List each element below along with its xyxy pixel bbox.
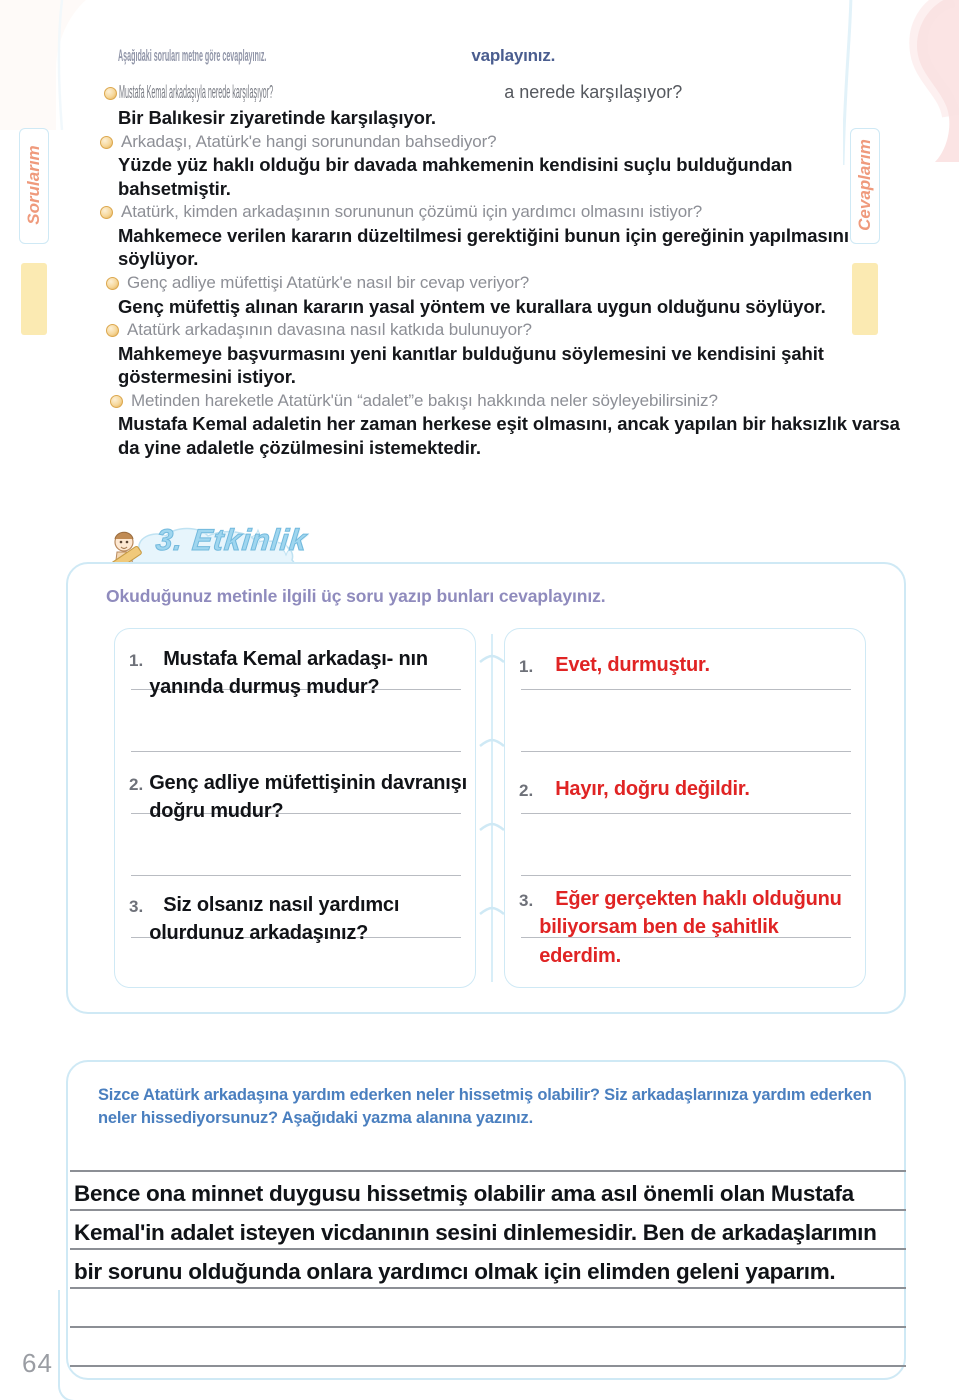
rule-line: [131, 751, 461, 752]
lead-question: [104, 82, 682, 103]
answer-text: Genç müfettiş alınan kararın yasal yöntem ve kurallara uygun olduğunu söylüyor.: [118, 295, 826, 317]
answer-text: Mahkemece verilen kararın düzeltilmesi gerektiğini bunun için gereğinin yapılmasını söylüyor.: [118, 224, 849, 270]
question-text: Metinden hareketle Atatürk'ün “adalet”e bakışı hakkında neler söyleyebilirsiniz?: [131, 390, 718, 410]
tab-cevaplarim-label: Cevaplarım: [855, 139, 874, 231]
question-number: 3.: [129, 897, 144, 916]
writing-line: [70, 1170, 906, 1172]
writing-area-prompt: Sizce Atatürk arkadaşına yardım ederken neler hissetmiş olabilir? Siz arkadaşlarınıza yardım ederken neler hissediyorsunuz? Aşağıdaki yazma alanına yazınız.: [98, 1086, 872, 1128]
answer-text: Eğer gerçekten haklı olduğunu biliyorsam ben de şahitlik ederdim.: [539, 888, 842, 967]
lead-question-squashed: Mustafa Kemal arkadaşıyla nerede karşılaşıyor?: [119, 82, 274, 102]
answer-text: Hayır, doğru değildir.: [555, 778, 750, 800]
answer-number: 2.: [519, 781, 534, 800]
activity-panel: [66, 562, 906, 1014]
notebook-spread: [94, 628, 884, 988]
sticky-note-left: [21, 263, 47, 335]
page-number: 64: [22, 1348, 53, 1378]
answer-text: Mahkemeye başvurmasını yeni kanıtlar bulduğunu söylemesini ve kendisini şahit göstermesini istiyor.: [118, 342, 824, 388]
question-number: 2.: [129, 775, 144, 794]
activity-badge-label: 3. Etkinlik: [154, 524, 309, 557]
writing-line: [70, 1365, 906, 1367]
instruction-heading-squashed: Aşağıdaki soruları metne göre cevaplayınız.: [118, 46, 267, 65]
tab-sorularim-label: Sorularım: [24, 145, 43, 225]
qa-item: [100, 132, 900, 201]
sticky-note-right: [852, 263, 878, 335]
rule-line: [521, 875, 851, 876]
lead-question-tail: a nerede karşılaşıyor?: [504, 82, 683, 102]
question-text: Genç adliye müfettişi Atatürk'e nasıl bir cevap veriyor?: [127, 273, 530, 293]
bullet-icon: [100, 136, 113, 149]
answer-text: Mustafa Kemal adaletin her zaman herkese eşit olmasını, ancak yapılan bir haksızlık varsa da yine adaletle çözülmesini istemektedir.: [118, 413, 900, 458]
question-entry-1: [129, 645, 469, 702]
answer-number: 1.: [519, 657, 534, 676]
question-entry-3: [129, 891, 469, 948]
question-row: [100, 202, 900, 222]
writing-area-answer[interactable]: Bence ona minnet duygusu hissetmiş olabilir ama asıl önemli olan Mustafa Kemal'in adalet isteyen vicdanının sesini dinlemesidir. Ben de arkadaşlarımın bir sorunu olduğunda onlara yardımcı olmak için elimden geleni yaparım.: [74, 1181, 877, 1284]
question-row: [100, 132, 900, 152]
qa-item: [100, 391, 900, 460]
rule-line: [521, 689, 851, 690]
writing-line: [70, 1326, 906, 1328]
answer-entry-3: [519, 885, 859, 970]
answer-text: Evet, durmuştur.: [555, 654, 710, 676]
qa-item: [100, 202, 900, 271]
question-row: [106, 320, 900, 340]
tab-cevaplarim[interactable]: [850, 128, 880, 244]
bullet-icon: [110, 395, 123, 408]
rule-line: [521, 751, 851, 752]
question-row: [110, 391, 900, 411]
answer-entry-2: [519, 775, 859, 803]
answer-entry-1: [519, 651, 859, 679]
activity-prompt: Okuduğunuz metinle ilgili üç soru yazıp bunları cevaplayınız.: [106, 586, 606, 606]
bullet-icon: [100, 206, 113, 219]
question-text: Atatürk arkadaşının davasına nasıl katkıda bulunuyor?: [127, 320, 532, 340]
question-entry-2: [129, 769, 469, 826]
rule-line: [521, 813, 851, 814]
rule-line: [131, 875, 461, 876]
instruction-heading-tail: vaplayınız.: [471, 46, 556, 65]
bullet-icon: [106, 324, 119, 337]
page-edge-decoration: [58, 1290, 74, 1400]
answer-text: Yüzde yüz haklı olduğu bir davada mahkemenin kendisini suçlu bulduğundan bahsetmiştir.: [118, 154, 793, 199]
bullet-icon: [104, 87, 117, 100]
writing-area-panel: [66, 1060, 906, 1380]
qa-item: [100, 273, 900, 318]
question-text: Arkadaşı, Atatürk'e hangi sorunundan bahsediyor?: [121, 131, 497, 151]
qa-item: [100, 320, 900, 389]
lead-answer: Bir Balıkesir ziyaretinde karşılaşıyor.: [118, 107, 436, 128]
bullet-icon: [106, 277, 119, 290]
question-row: [106, 273, 900, 293]
question-text: Siz olsanız nasıl yardımcı olurdunuz arkadaşınız?: [149, 894, 400, 945]
notebook-page-questions[interactable]: [114, 628, 476, 988]
question-text: Genç adliye müfettişinin davranışı doğru mudur?: [149, 772, 467, 823]
question-number: 1.: [129, 651, 144, 670]
question-answer-list: [100, 106, 900, 462]
question-text: Mustafa Kemal arkadaşı- nın yanında durmuş mudur?: [149, 648, 428, 699]
answer-number: 3.: [519, 891, 534, 910]
corner-decoration-top-left: [0, 0, 90, 130]
tab-sorularim[interactable]: [19, 128, 49, 244]
instruction-heading: [118, 46, 555, 66]
question-text: Atatürk, kimden arkadaşının sorununun çözümü için yardımcı olmasını istiyor?: [121, 202, 703, 222]
notebook-page-answers[interactable]: [504, 628, 866, 988]
